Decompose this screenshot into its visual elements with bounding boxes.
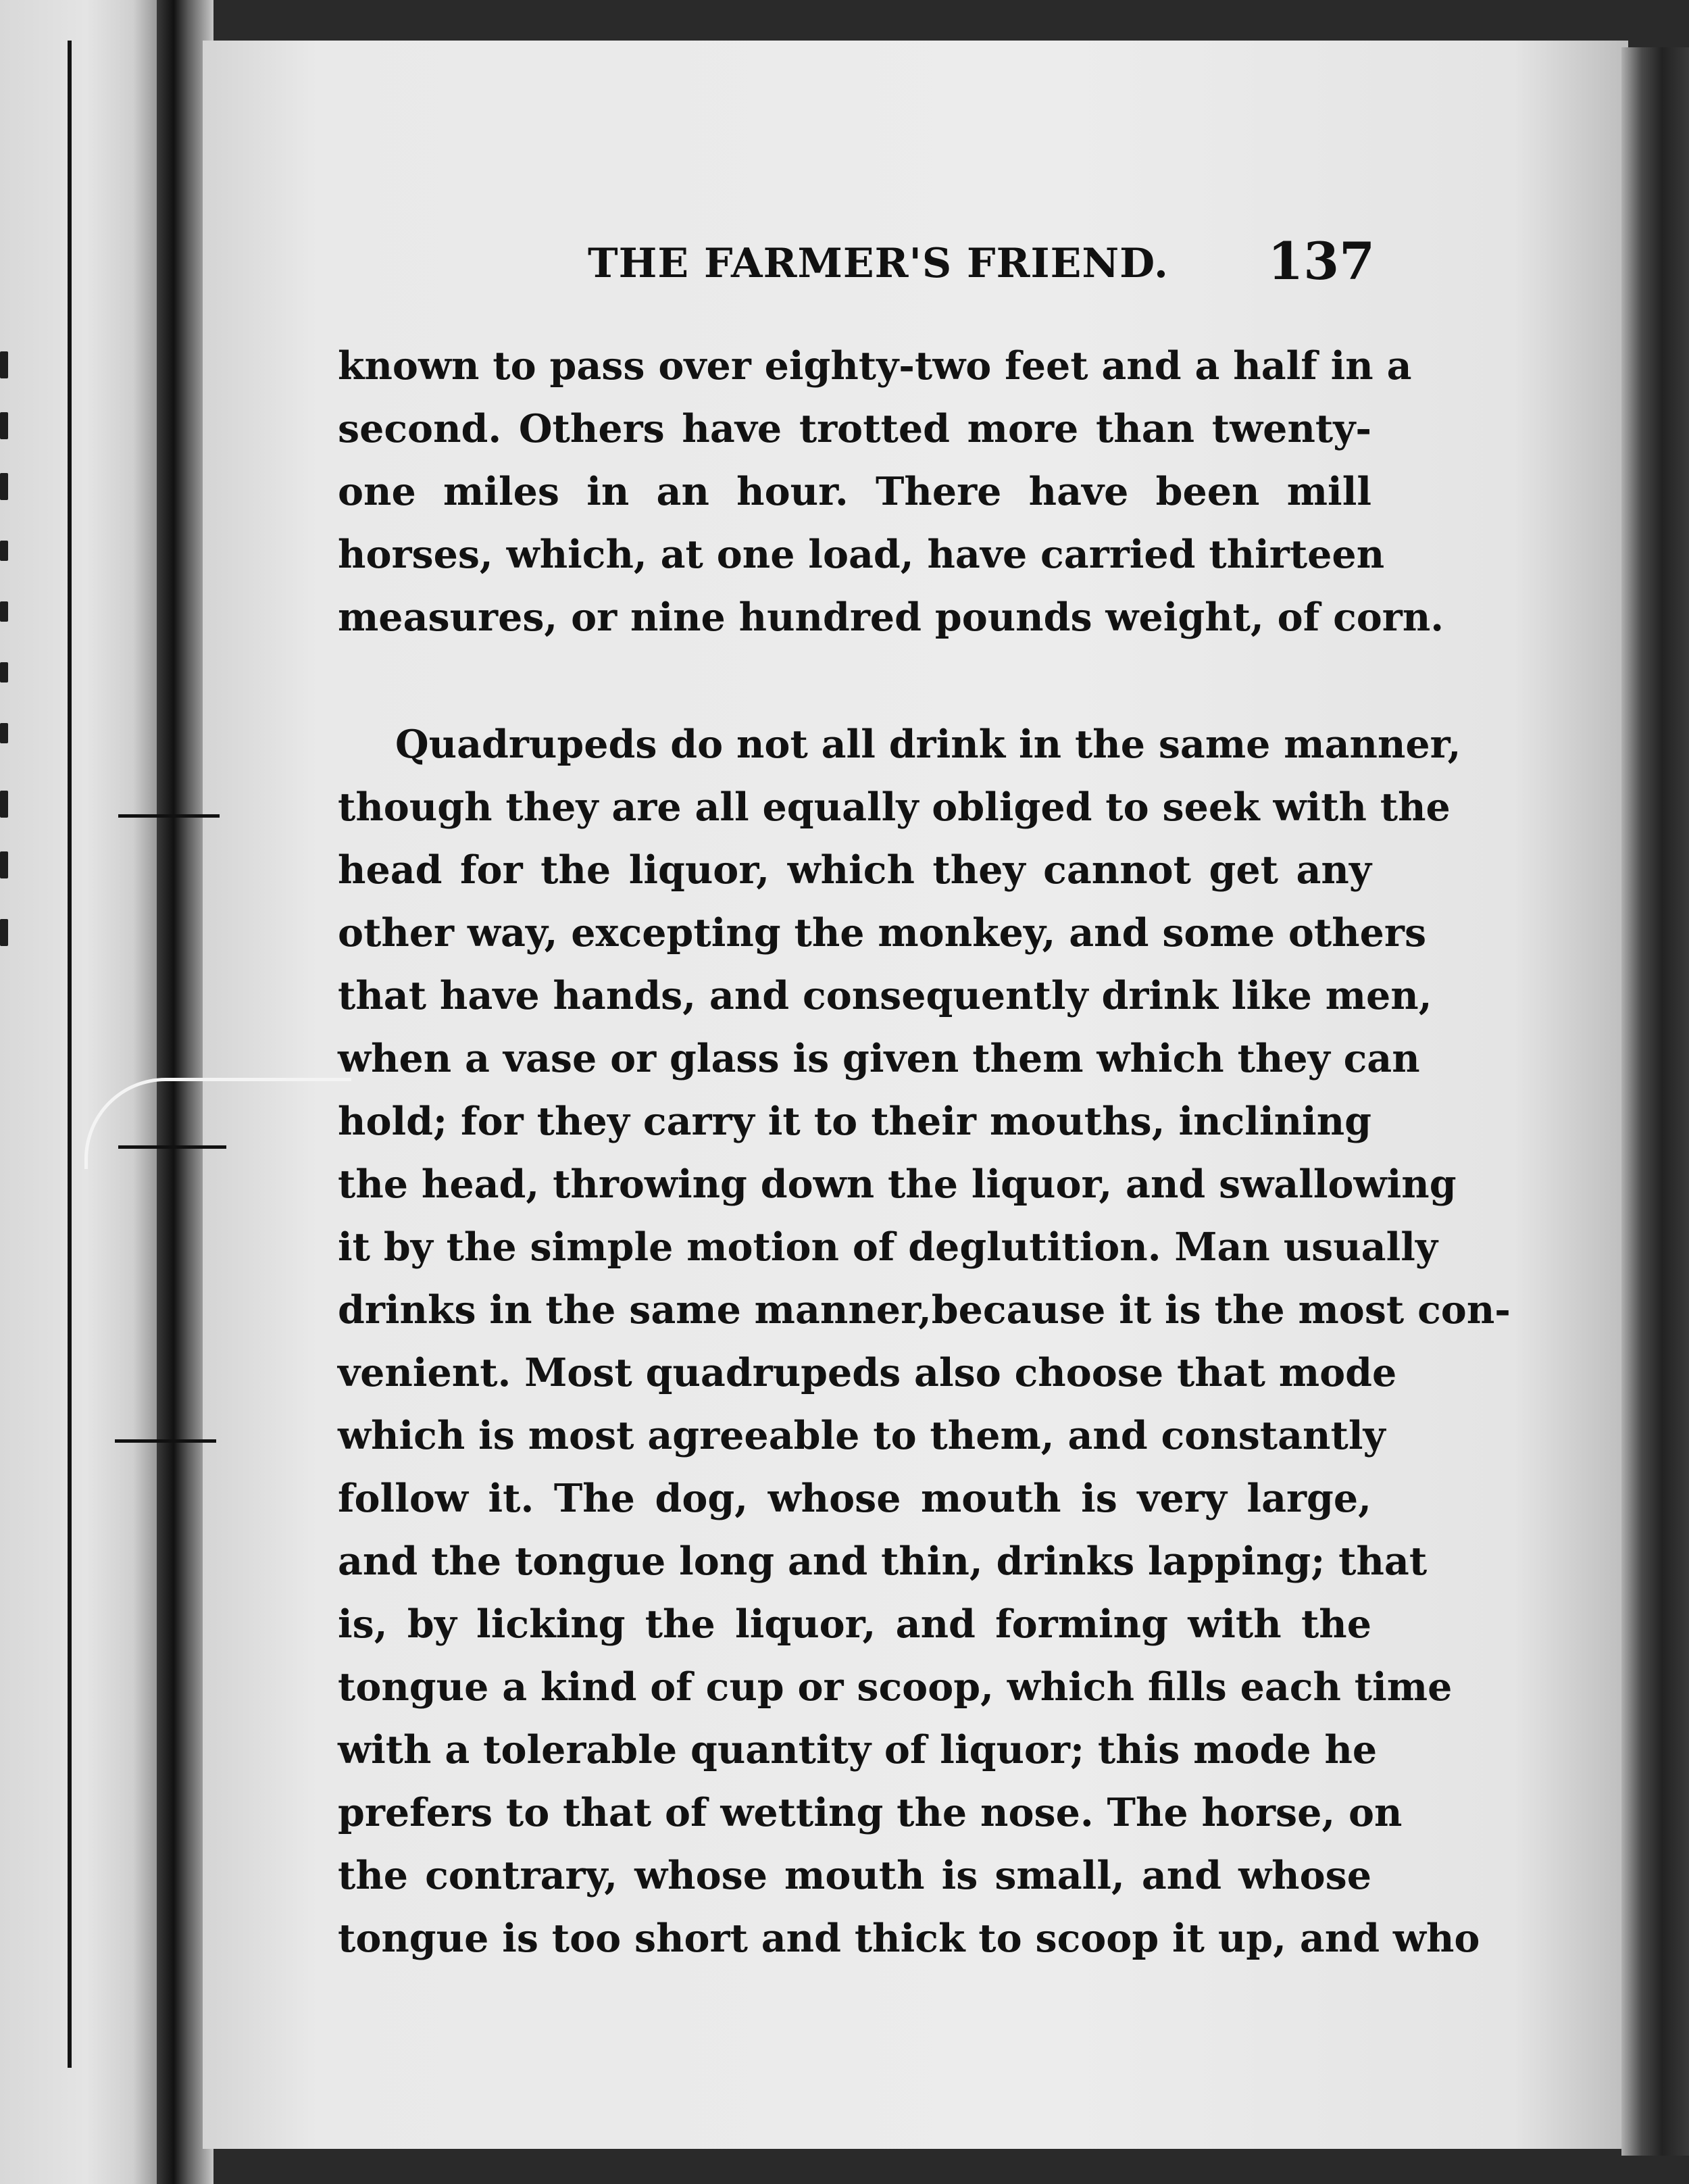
paragraph-2 <box>338 713 1511 1970</box>
paragraph-gap <box>338 649 1371 713</box>
text-line: head for the liquor, which they cannot get any <box>338 847 1371 893</box>
running-head <box>341 230 1375 304</box>
text-line: measures, or nine hundred pounds weight, of corn. <box>338 595 1444 640</box>
page-number: 137 <box>1267 231 1375 291</box>
margin-tick-mark <box>118 814 220 818</box>
left-page-ink-mark <box>0 851 8 878</box>
text-line: one miles in an hour. There have been mill <box>338 469 1371 514</box>
text-line: though they are all equally obliged to seek with the <box>338 785 1451 830</box>
text-line: that have hands, and consequently drink like men, <box>338 973 1432 1018</box>
text-line: the head, throwing down the liquor, and swallowing <box>338 1162 1457 1207</box>
text-line: tongue a kind of cup or scoop, which fills each time <box>338 1664 1453 1710</box>
left-page-ink-mark <box>0 351 8 378</box>
text-line: second. Others have trotted more than twenty- <box>338 406 1371 451</box>
left-page-ink-mark <box>0 919 8 946</box>
text-line: other way, excepting the monkey, and some others <box>338 910 1427 956</box>
right-page-edge <box>1621 47 1689 2156</box>
running-head-title: THE FARMER'S FRIEND. <box>588 240 1169 287</box>
text-line: tongue is too short and thick to scoop it up, and who <box>338 1916 1480 1961</box>
text-line: and the tongue long and thin, drinks lapping; that <box>338 1539 1428 1584</box>
text-line: when a vase or glass is given them which they can <box>338 1036 1420 1081</box>
margin-pencil-mark <box>84 1078 351 1169</box>
paragraph-1 <box>338 334 1444 649</box>
left-page-ink-mark <box>0 601 8 622</box>
text-line: with a tolerable quantity of liquor; this mode he <box>338 1727 1378 1772</box>
text-line: horses, which, at one load, have carried thirteen <box>338 532 1385 577</box>
left-page-gutter-line <box>68 41 72 2068</box>
body-text <box>338 334 1511 1970</box>
text-line: venient. Most quadrupeds also choose that mode <box>338 1350 1397 1395</box>
text-line: follow it. The dog, whose mouth is very large, <box>338 1476 1371 1521</box>
left-page-ink-mark <box>0 723 8 743</box>
left-page-ink-mark <box>0 791 8 818</box>
text-line: prefers to that of wetting the nose. The horse, on <box>338 1790 1403 1835</box>
left-page-ink-mark <box>0 412 8 439</box>
left-page-ink-mark <box>0 473 8 500</box>
text-line: it by the simple motion of deglutition. Man usually <box>338 1224 1438 1270</box>
text-line: known to pass over eighty-two feet and a half in a <box>338 343 1412 389</box>
margin-tick-mark <box>115 1439 216 1443</box>
text-line: hold; for they carry it to their mouths, inclining <box>338 1099 1371 1144</box>
text-line: drinks in the same manner,because it is the most con- <box>338 1287 1511 1333</box>
text-line: is, by licking the liquor, and forming with the <box>338 1602 1371 1647</box>
text-line: which is most agreeable to them, and constantly <box>338 1413 1386 1458</box>
text-line: Quadrupeds do not all drink in the same manner, <box>395 722 1461 767</box>
left-page-ink-mark <box>0 541 8 561</box>
text-line: the contrary, whose mouth is small, and whose <box>338 1853 1371 1898</box>
left-page-ink-mark <box>0 662 8 682</box>
